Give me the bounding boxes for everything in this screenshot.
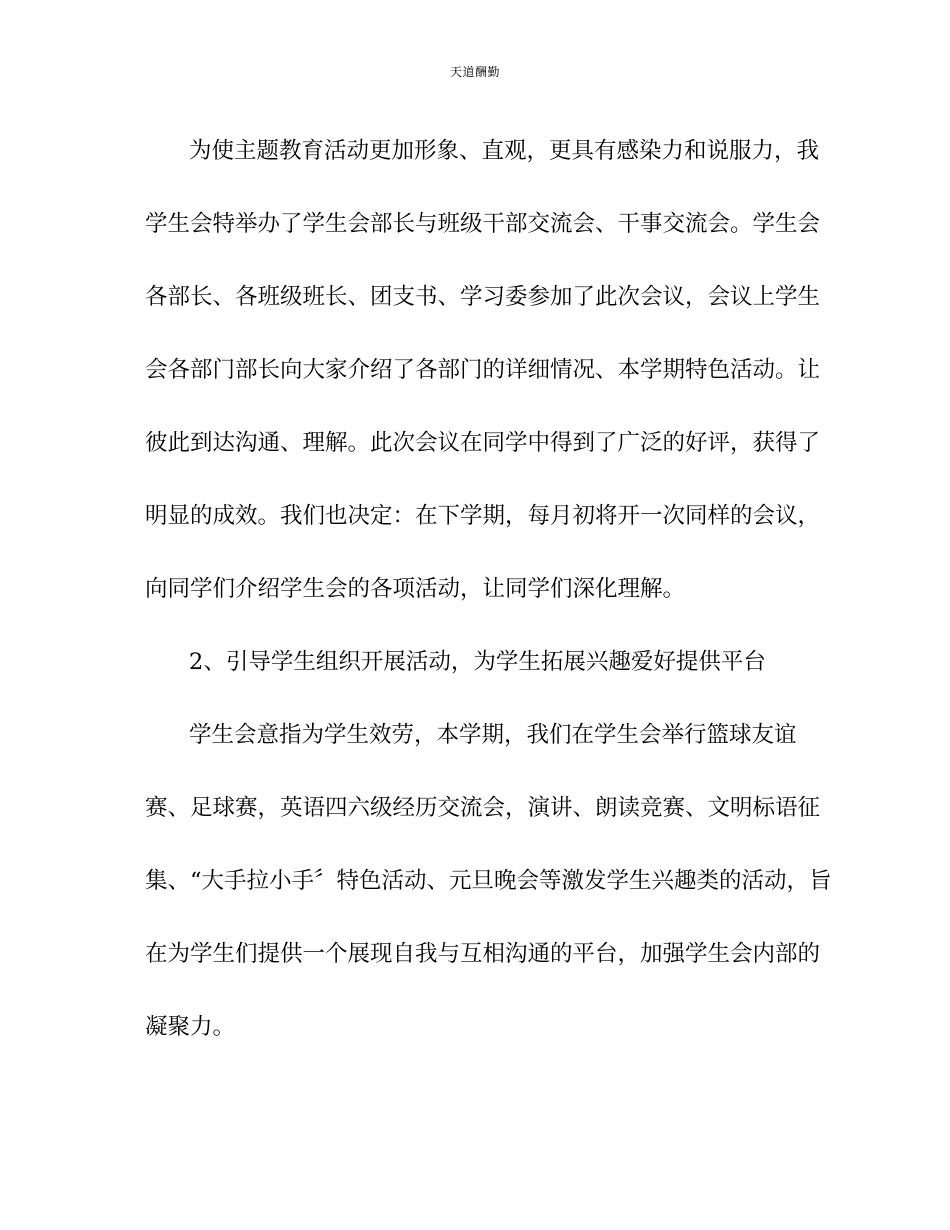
paragraph-2-line-5: 凝聚力。 bbox=[145, 1014, 236, 1040]
page-header: 天道酬勤 bbox=[449, 65, 500, 79]
paragraph-2-line-4: 在为学生们提供一个展现自我与互相沟通的平台，加强学生会内部的 bbox=[145, 941, 821, 967]
document-body bbox=[145, 133, 832, 1082]
paragraph-1-line-5: 彼此到达沟通、理解。此次会议在同学中得到了广泛的好评，获得了 bbox=[145, 430, 821, 456]
paragraph-2-line-1: 学生会意指为学生效劳，本学期，我们在学生会举行篮球友谊 bbox=[189, 722, 797, 748]
paragraph-1-line-1: 为使主题教育活动更加形象、直观，更具有感染力和说服力，我 bbox=[189, 138, 820, 164]
paragraph-1-line-6: 明显的成效。我们也决定：在下学期，每月初将开一次同样的会议， bbox=[145, 503, 821, 529]
paragraph-2-line-3: 集、“大手拉小手〞特色活动、元旦晚会等激发学生兴趣类的活动，旨 bbox=[145, 868, 832, 894]
paragraph-2-line-2: 赛、足球赛，英语四六级经历交流会，演讲、朗读竞赛、文明标语征 bbox=[145, 795, 821, 821]
paragraph-1-line-3: 各部长、各班级班长、团支书、学习委参加了此次会议，会议上学生 bbox=[145, 284, 821, 310]
section-heading: 2、引导学生组织开展活动，为学生拓展兴趣爱好提供平台 bbox=[189, 649, 766, 675]
paragraph-1-line-2: 学生会特举办了学生会部长与班级干部交流会、干事交流会。学生会 bbox=[145, 211, 821, 237]
paragraph-1-line-7: 向同学们介绍学生会的各项活动，让同学们深化理解。 bbox=[145, 576, 686, 602]
paragraph-1-line-4: 会各部门部长向大家介绍了各部门的详细情况、本学期特色活动。让 bbox=[145, 357, 821, 383]
